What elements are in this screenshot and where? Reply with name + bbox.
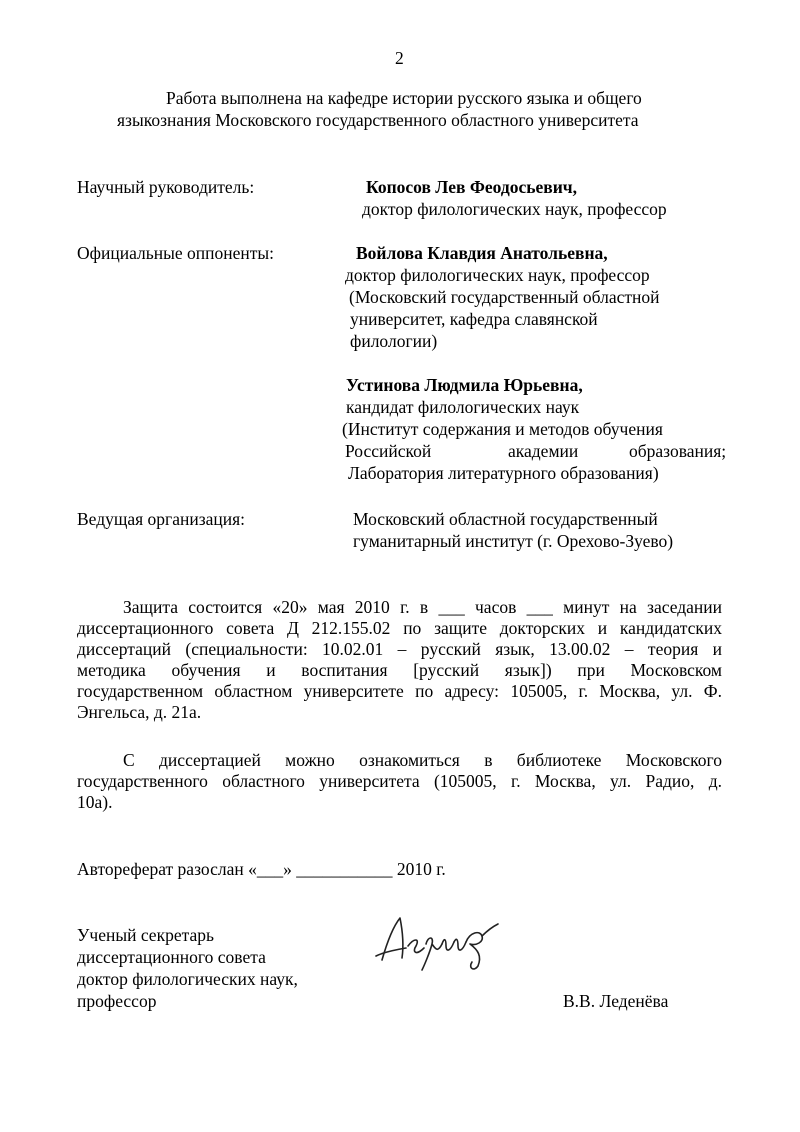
opponent-2-detail: образования; xyxy=(629,441,727,461)
defense-paragraph xyxy=(77,597,722,723)
defense-line: Защита состоится «20» мая 2010 г. в ___ часов ___ минут на заседании xyxy=(123,597,722,617)
opponent-1-detail: (Московский государственный областной xyxy=(349,287,660,307)
opponent-2-name: Устинова Людмила Юрьевна, xyxy=(346,375,583,395)
library-line: 10а). xyxy=(77,792,113,812)
opponent-2-detail: академии xyxy=(508,441,579,461)
opponent-1-detail: доктор филологических наук, профессор xyxy=(345,265,650,285)
page-number: 2 xyxy=(395,48,404,68)
opponent-1-detail: филологии) xyxy=(350,331,438,351)
distribution-line: Автореферат разослан «___» ___________ 2010 г. xyxy=(77,859,446,879)
secretary-line: доктор филологических наук, xyxy=(77,969,298,989)
leading-org-label: Ведущая организация: xyxy=(77,509,246,529)
secretary-line: профессор xyxy=(77,991,157,1011)
library-paragraph xyxy=(77,750,722,813)
opponent-2-detail: (Институт содержания и методов обучения xyxy=(342,419,663,439)
supervisor-name: Копосов Лев Феодосьевич, xyxy=(366,177,578,197)
secretary-name: В.В. Леденёва xyxy=(563,991,669,1011)
defense-line: Энгельса, д. 21а. xyxy=(77,702,202,722)
intro-line-1: Работа выполнена на кафедре истории русского языка и общего xyxy=(166,88,642,108)
secretary-line: Ученый секретарь xyxy=(77,925,214,945)
defense-line: государственном областном университете по адресу: 105005, г. Москва, ул. Ф. xyxy=(77,681,722,701)
opponent-1-detail: университет, кафедра славянской xyxy=(350,309,598,329)
opponents-label: Официальные оппоненты: xyxy=(77,243,274,263)
intro-line-2: языкознания Московского государственного областного университета xyxy=(117,110,639,130)
opponent-2-detail: Лаборатория литературного образования) xyxy=(348,463,659,483)
secretary-line: диссертационного совета xyxy=(77,947,266,967)
opponent-1-name: Войлова Клавдия Анатольевна, xyxy=(356,243,608,263)
defense-line: диссертационного совета Д 212.155.02 по защите докторских и кандидатских xyxy=(77,618,722,638)
defense-line: методика обучения и воспитания [русский язык]) при Московском xyxy=(77,660,722,680)
library-line: С диссертацией можно ознакомиться в библиотеке Московского xyxy=(123,750,722,770)
leading-org-line: гуманитарный институт (г. Орехово-Зуево) xyxy=(353,531,674,551)
supervisor-details: доктор филологических наук, профессор xyxy=(362,199,667,219)
leading-org-line: Московский областной государственный xyxy=(353,509,658,529)
defense-line: диссертаций (специальности: 10.02.01 – русский язык, 13.00.02 – теория и xyxy=(77,639,722,659)
supervisor-label: Научный руководитель: xyxy=(77,177,255,197)
opponent-2-detail: кандидат филологических наук xyxy=(346,397,580,417)
signature-image xyxy=(372,912,502,974)
library-line: государственного областного университета (105005, г. Москва, ул. Радио, д. xyxy=(77,771,722,791)
opponent-2-detail: Российской xyxy=(345,441,432,461)
